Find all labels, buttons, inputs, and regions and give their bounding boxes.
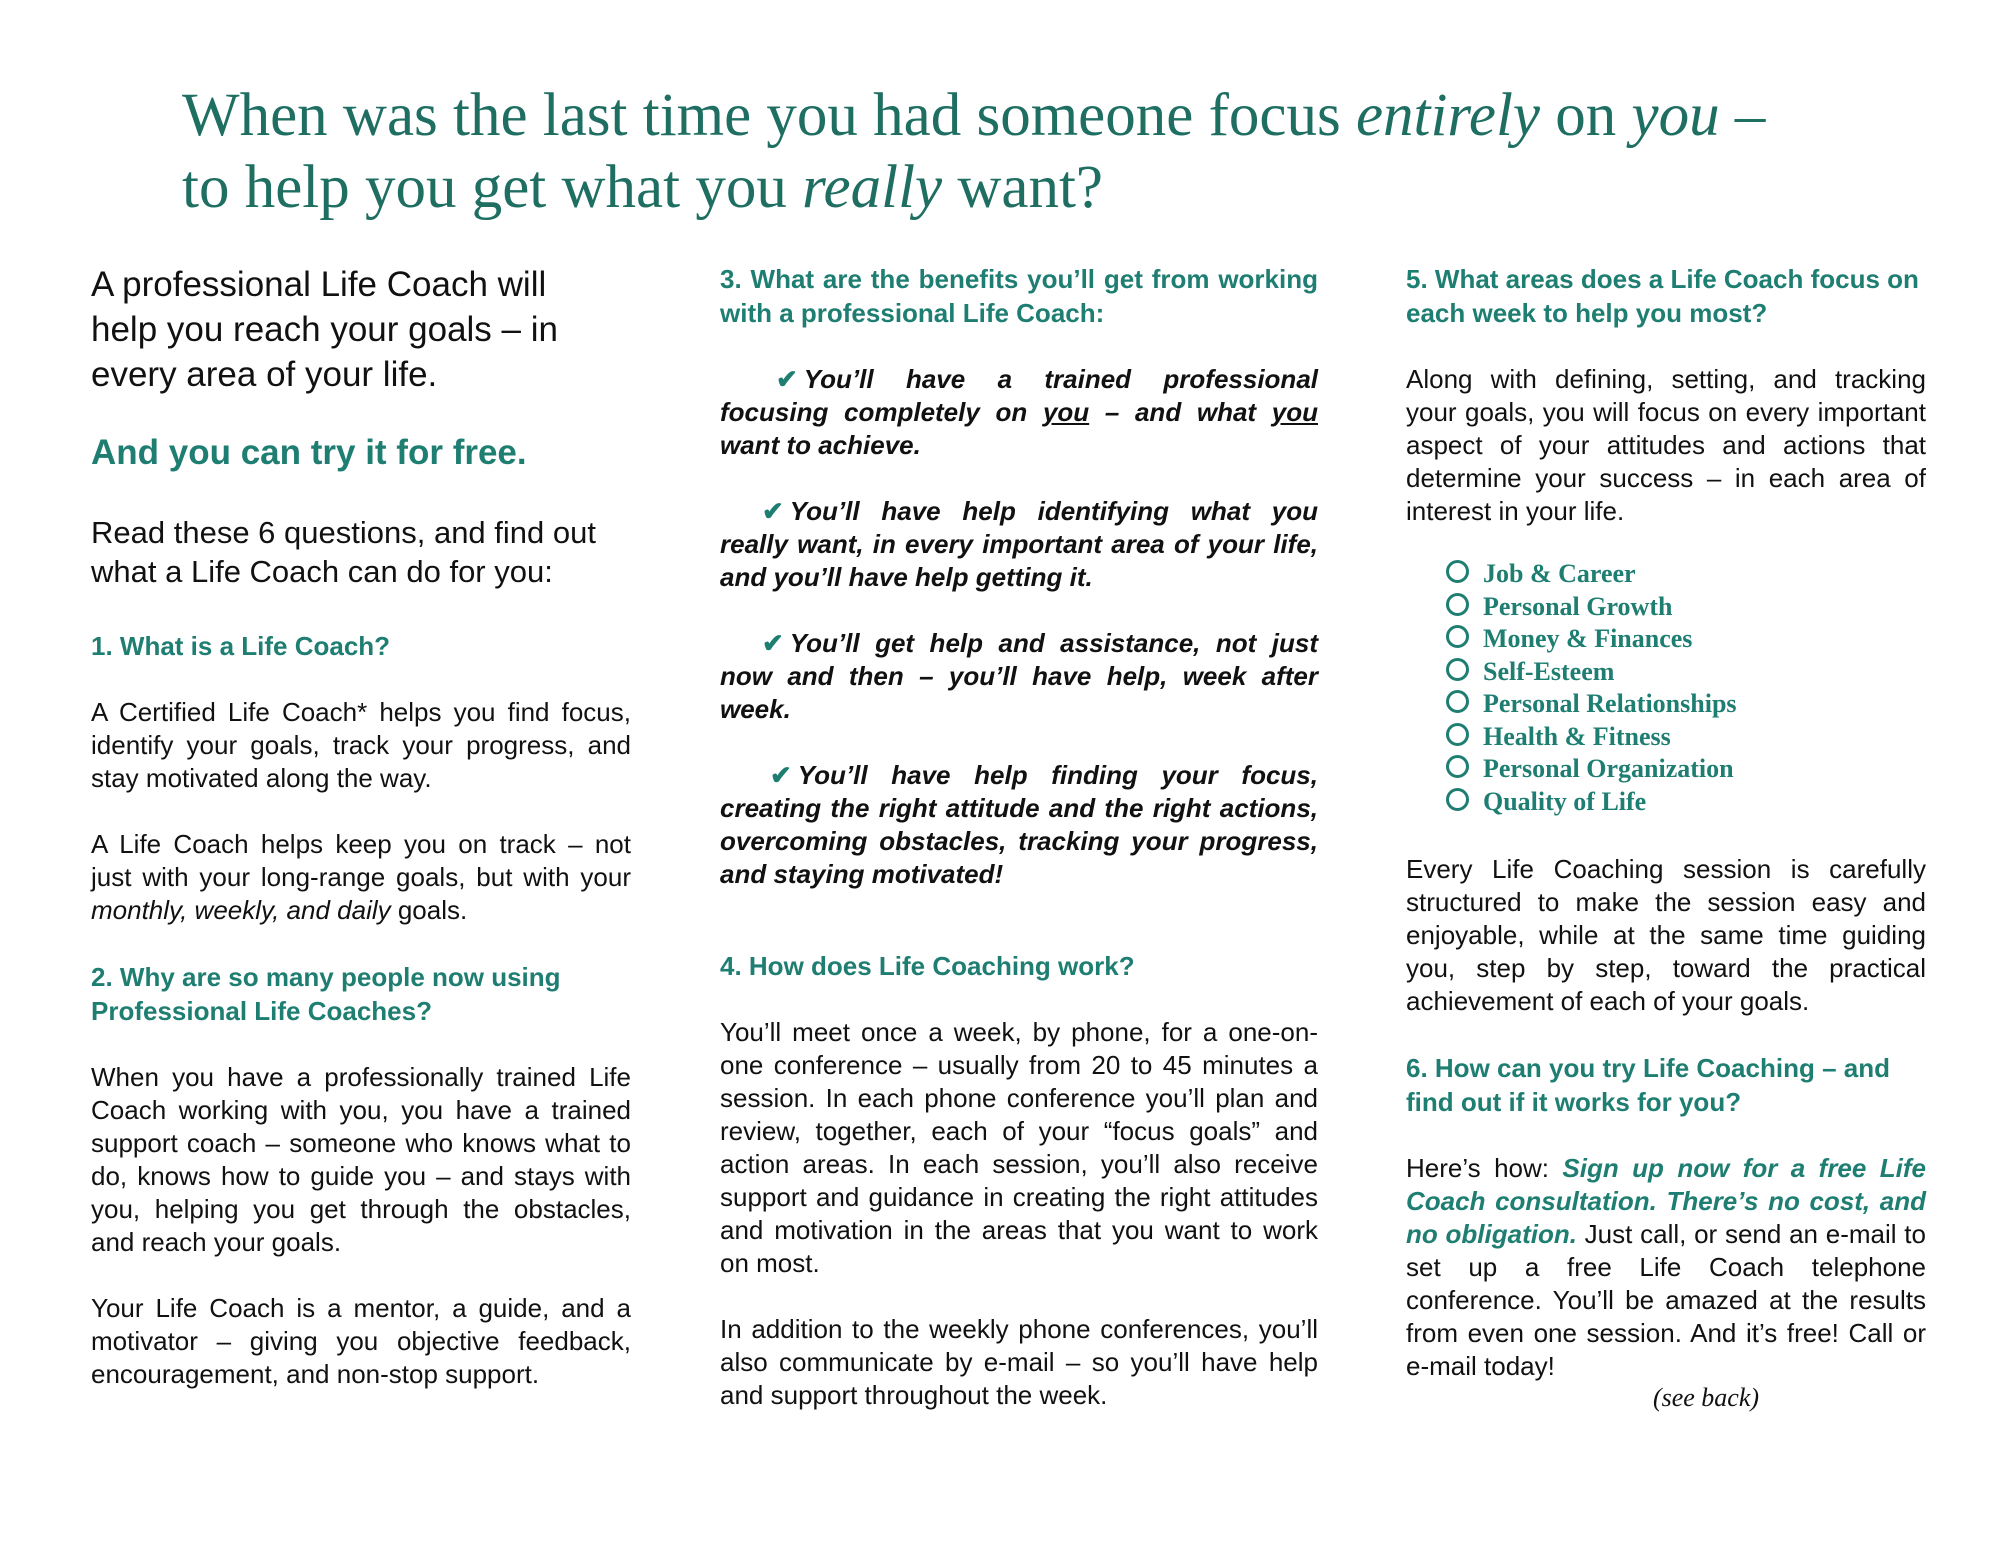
column-3 [1406,262,1926,1413]
column-2 [720,262,1318,1412]
checkmark-icon: ✔ [770,760,792,790]
benefit-item [720,495,1318,594]
focus-area-label: Self-Esteem [1483,656,1615,686]
question-4-paragraph-1: You’ll meet once a week, by phone, for a one-on-one conference – usually from 20 to 45 minutes a session. In each phone conference you’ll plan and review, together, each of your “focus goals” and action areas. In each session, you’ll also receive support and guidance in creating the right attitudes and motivation in the areas that you want to work on most. [720,1017,1318,1278]
headline-line-1 [182,80,1832,152]
benefit-item [720,759,1318,891]
question-2-heading: 2. Why are so many people now using Professional Life Coaches? [91,962,561,1026]
headline [182,80,1832,224]
focus-area-item [1446,558,1926,591]
read-questions-text: Read these 6 questions, and find out what a Life Coach can do for you: [91,515,596,589]
circle-bullet-icon [1446,755,1469,778]
checkmark-icon: ✔ [762,628,784,658]
headline-emphasis: you [1631,82,1720,149]
question-5-paragraph-2: Every Life Coaching session is carefully structured to make the session easy and enjoyable, while at the same time guiding you, step by step, toward the practical achievement of each of your goals. [1406,854,1926,1016]
checkmark-icon: ✔ [762,496,784,526]
free-consultation-callout: Sign up now for a free Life Coach consultation. There’s no cost, and no obligation. [1406,1153,1926,1249]
benefit-text: You’ll have help finding your focus, creating the right attitude and the right actions, overcoming obstacles, tracking your progress, and staying motivated! [720,760,1318,889]
focus-area-label: Personal Relationships [1483,689,1737,718]
headline-text: When was the last time you had someone focus [182,82,1356,149]
focus-area-item [1446,591,1926,624]
focus-area-item [1446,688,1926,721]
benefit-text: You’ll have help identifying what you really want, in every important area of your life, and you’ll have help getting it. [720,496,1318,592]
benefit-item [720,627,1318,726]
circle-bullet-icon [1446,593,1469,616]
checkmark-icon: ✔ [776,364,798,394]
paragraph-emphasis: monthly, weekly, and daily [91,895,391,925]
focus-areas-list [1446,558,1926,818]
focus-area-label: Money & Finances [1483,624,1693,653]
focus-area-item [1446,786,1926,819]
question-2-paragraph-1: When you have a professionally trained Life Coach working with you, you have a trained support coach – someone who knows what to do, knows how to guide you – and stays with you, helping you get through the obstacles, and reach your goals. [91,1062,631,1257]
focus-area-label: Personal Growth [1483,591,1673,621]
circle-bullet-icon [1446,788,1469,811]
headline-emphasis: really [802,154,943,221]
benefit-text: You’ll have a trained professional focusing completely on [720,364,1318,427]
question-4-heading: 4. How does Life Coaching work? [720,951,1135,981]
circle-bullet-icon [1446,560,1469,583]
focus-area-item [1446,721,1926,754]
circle-bullet-icon [1446,625,1469,648]
question-5-paragraph-1: Along with defining, setting, and tracking your goals, you will focus on every important aspect of your attitudes and actions that determine your success – in each area of interest in your life. [1406,364,1926,526]
intro-text: A professional Life Coach will help you reach your goals – in every area of your life. [91,265,558,394]
paragraph-text: goals. [390,895,468,925]
focus-area-item [1446,753,1926,786]
question-6-heading: 6. How can you try Life Coaching – and find out if it works for you? [1406,1053,1890,1117]
question-2-paragraph-2: Your Life Coach is a mentor, a guide, and a motivator – giving you objective feedback, encouragement, and non-stop support. [91,1293,631,1389]
benefit-emphasis: you [1042,397,1090,427]
focus-area-label: Quality of Life [1483,786,1647,816]
headline-text: on [1540,82,1632,149]
question-1-paragraph-1: A Certified Life Coach* helps you find focus, identify your goals, track your progress, and stay motivated along the way. [91,697,631,793]
benefit-item [720,363,1318,462]
circle-bullet-icon [1446,658,1469,681]
question-1-heading: 1. What is a Life Coach? [91,631,391,661]
benefit-text: You’ll get help and assistance, not just now and then – you’ll have help, week after week. [720,628,1318,724]
focus-area-label: Personal Organization [1483,754,1734,783]
paragraph-text: A Life Coach helps keep you on track – not just with your long-range goals, but with your [91,829,631,892]
benefit-text: – and what [1089,397,1272,427]
headline-text: want? [942,154,1104,221]
circle-bullet-icon [1446,723,1469,746]
benefit-emphasis: you [1271,397,1318,427]
column-1 [91,262,631,1391]
paragraph-text: Just call, or send an e-mail to set up a free Life Coach telephone conference. You’ll be amazed at the results from even one session. And it’s free! Call or e-mail today! [1406,1219,1926,1381]
focus-area-item [1446,656,1926,689]
see-back-note: (see back) [1652,1383,1760,1412]
try-free-callout: And you can try it for free. [91,433,527,472]
benefit-text: want to achieve. [720,430,921,460]
focus-area-label: Health & Fitness [1483,721,1671,751]
question-6-paragraph [1406,1152,1926,1383]
focus-area-label: Job & Career [1483,559,1636,588]
question-3-heading: 3. What are the benefits you’ll get from working with a professional Life Coach: [720,264,1318,328]
headline-text: to help you get what you [182,154,803,221]
question-5-heading: 5. What areas does a Life Coach focus on each week to help you most? [1406,264,1919,328]
question-1-paragraph-2 [91,828,631,927]
paragraph-text: Here’s how: [1406,1153,1563,1183]
circle-bullet-icon [1446,690,1469,713]
question-4-paragraph-2: In addition to the weekly phone conferences, you’ll also communicate by e-mail – so you’ll have help and support throughout the week. [720,1314,1318,1410]
headline-emphasis: entirely [1355,82,1540,149]
focus-area-item [1446,623,1926,656]
headline-text: – [1719,82,1766,149]
headline-line-2 [182,152,1832,224]
